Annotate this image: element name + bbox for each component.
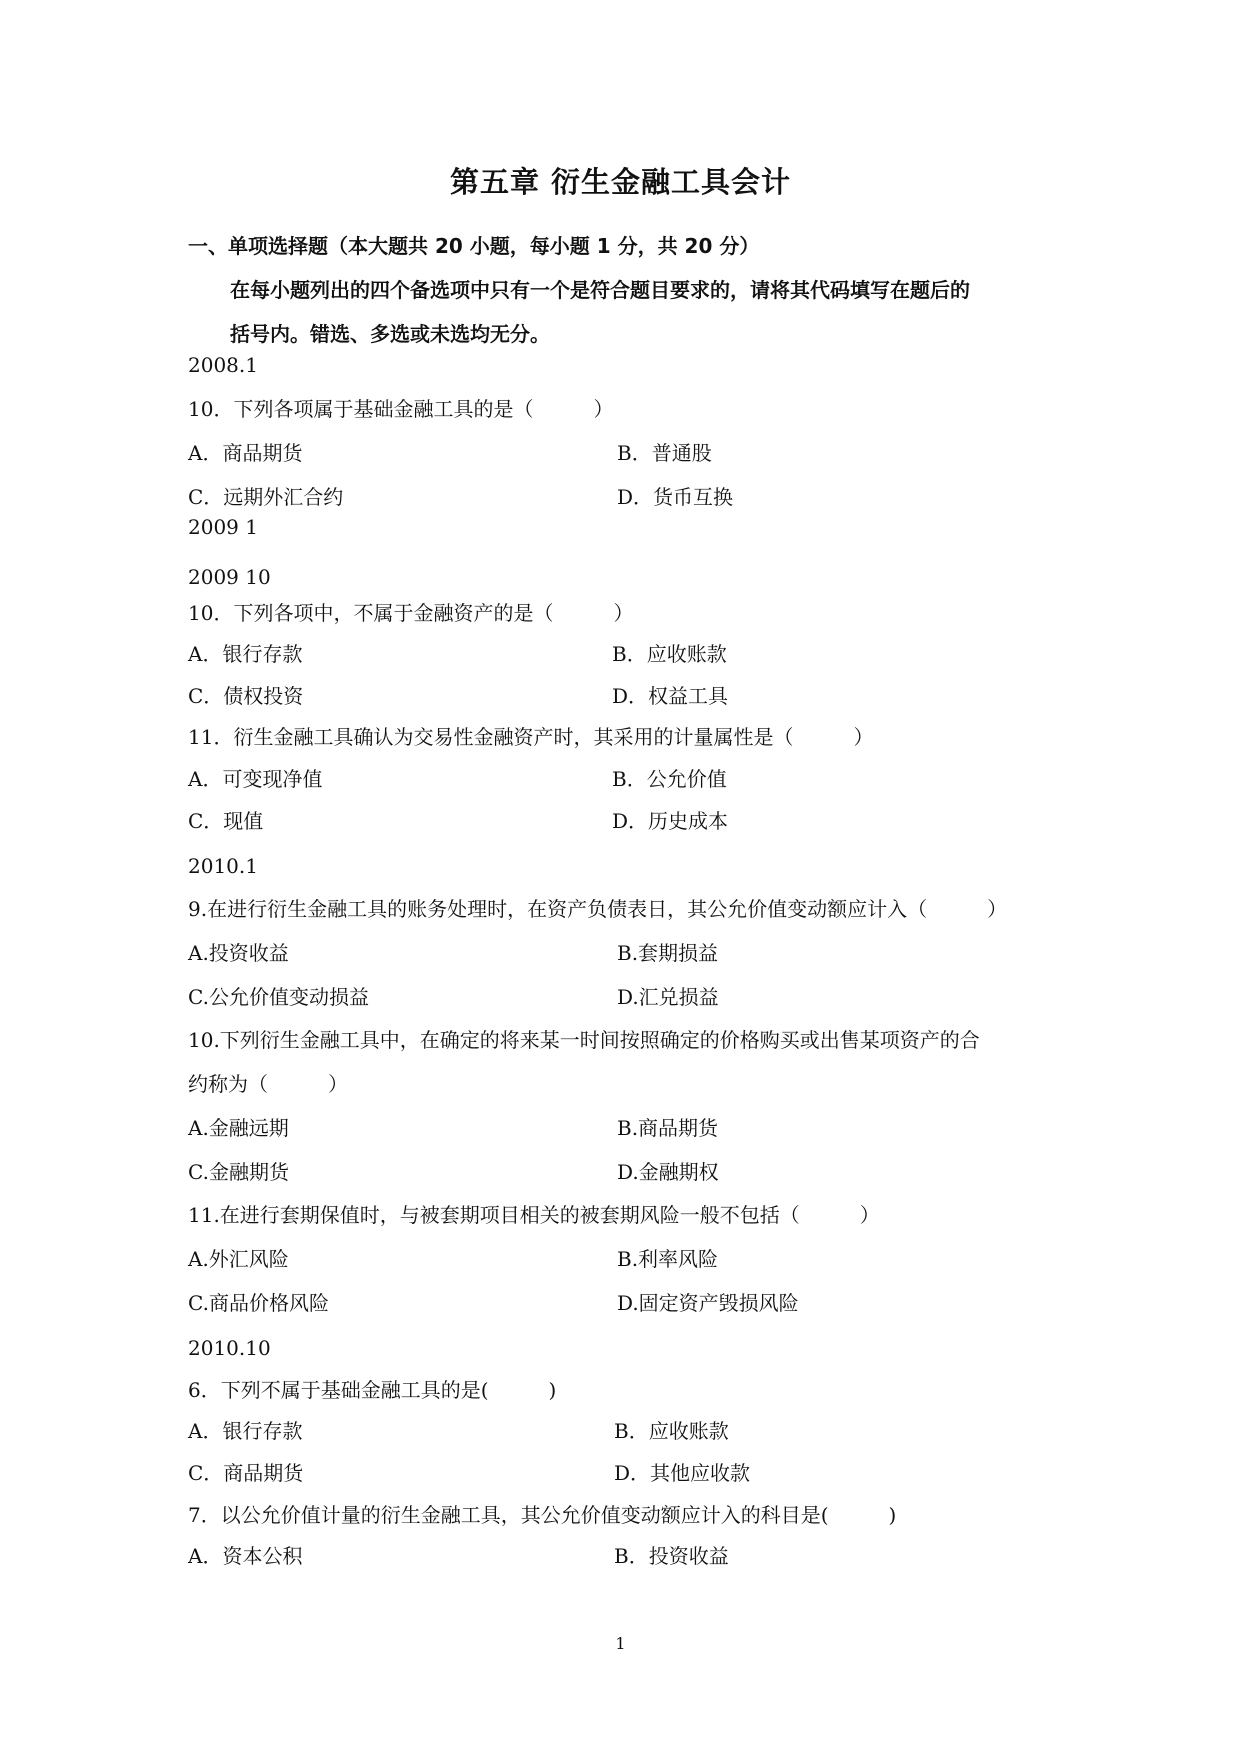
option-b: B．应收账款 [614, 1419, 729, 1443]
option-b: B．应收账款 [612, 642, 727, 666]
year-label-2008-1: 2008.1 [188, 353, 258, 377]
year-label-2009-10: 2009 10 [188, 565, 271, 589]
option-c: C．商品期货 [188, 1461, 304, 1485]
option-a: A．商品期货 [188, 441, 303, 465]
option-d: D.金融期权 [617, 1160, 719, 1184]
question-stem: 11．衍生金融工具确认为交易性金融资产时，其采用的计量属性是（ ） [188, 725, 874, 749]
option-d: D．货币互换 [617, 485, 734, 509]
option-b: B.利率风险 [617, 1247, 719, 1271]
section-instruction-line2: 括号内。错选、多选或未选均无分。 [230, 322, 550, 346]
section-instruction-line1: 在每小题列出的四个备选项中只有一个是符合题目要求的，请将其代码填写在题后的 [230, 278, 970, 302]
year-label-2009-1: 2009 1 [188, 515, 258, 539]
option-a: A.外汇风险 [188, 1247, 289, 1271]
option-c: C.商品价格风险 [188, 1291, 329, 1315]
question-stem: 10．下列各项属于基础金融工具的是（ ） [188, 397, 614, 421]
option-b: B．投资收益 [614, 1544, 729, 1568]
option-d: D．其他应收款 [614, 1461, 751, 1485]
question-stem: 10．下列各项中，不属于金融资产的是（ ） [188, 601, 634, 625]
option-a: A．可变现净值 [188, 767, 323, 791]
question-stem: 9.在进行衍生金融工具的账务处理时，在资产负债表日，其公允价值变动额应计入（ ） [188, 897, 1008, 921]
option-c: C．现值 [188, 809, 264, 833]
option-d: D.汇兑损益 [617, 985, 719, 1009]
option-d: D.固定资产毁损风险 [617, 1291, 799, 1315]
option-a: A.金融远期 [188, 1116, 289, 1140]
question-stem: 7．以公允价值计量的衍生金融工具，其公允价值变动额应计入的科目是( ) [188, 1503, 897, 1527]
option-a: A．银行存款 [188, 1419, 303, 1443]
option-b: B．公允价值 [612, 767, 727, 791]
year-label-2010-10: 2010.10 [188, 1336, 271, 1360]
option-b: B.套期损益 [617, 941, 719, 965]
option-c: C．远期外汇合约 [188, 485, 344, 509]
option-a: A．资本公积 [188, 1544, 303, 1568]
question-stem: 6．下列不属于基础金融工具的是( ) [188, 1378, 557, 1402]
option-a: A.投资收益 [188, 941, 289, 965]
option-c: C.金融期货 [188, 1160, 289, 1184]
option-c: C.公允价值变动损益 [188, 985, 369, 1009]
option-d: D．权益工具 [612, 684, 729, 708]
question-stem-line1: 10.下列衍生金融工具中，在确定的将来某一时间按照确定的价格购买或出售某项资产的合 [188, 1028, 980, 1052]
year-label-2010-1: 2010.1 [188, 854, 258, 878]
question-stem-line2: 约称为（ ） [188, 1072, 348, 1096]
option-c: C．债权投资 [188, 684, 304, 708]
option-b: B.商品期货 [617, 1116, 719, 1140]
section-heading: 一、单项选择题（本大题共 20 小题，每小题 1 分，共 20 分） [188, 234, 760, 258]
page-title: 第五章 衍生金融工具会计 [449, 165, 792, 199]
option-d: D．历史成本 [612, 809, 729, 833]
question-stem: 11.在进行套期保值时，与被套期项目相关的被套期风险一般不包括（ ） [188, 1203, 880, 1227]
page-number: 1 [615, 1634, 626, 1653]
option-a: A．银行存款 [188, 642, 303, 666]
option-b: B．普通股 [617, 441, 712, 465]
